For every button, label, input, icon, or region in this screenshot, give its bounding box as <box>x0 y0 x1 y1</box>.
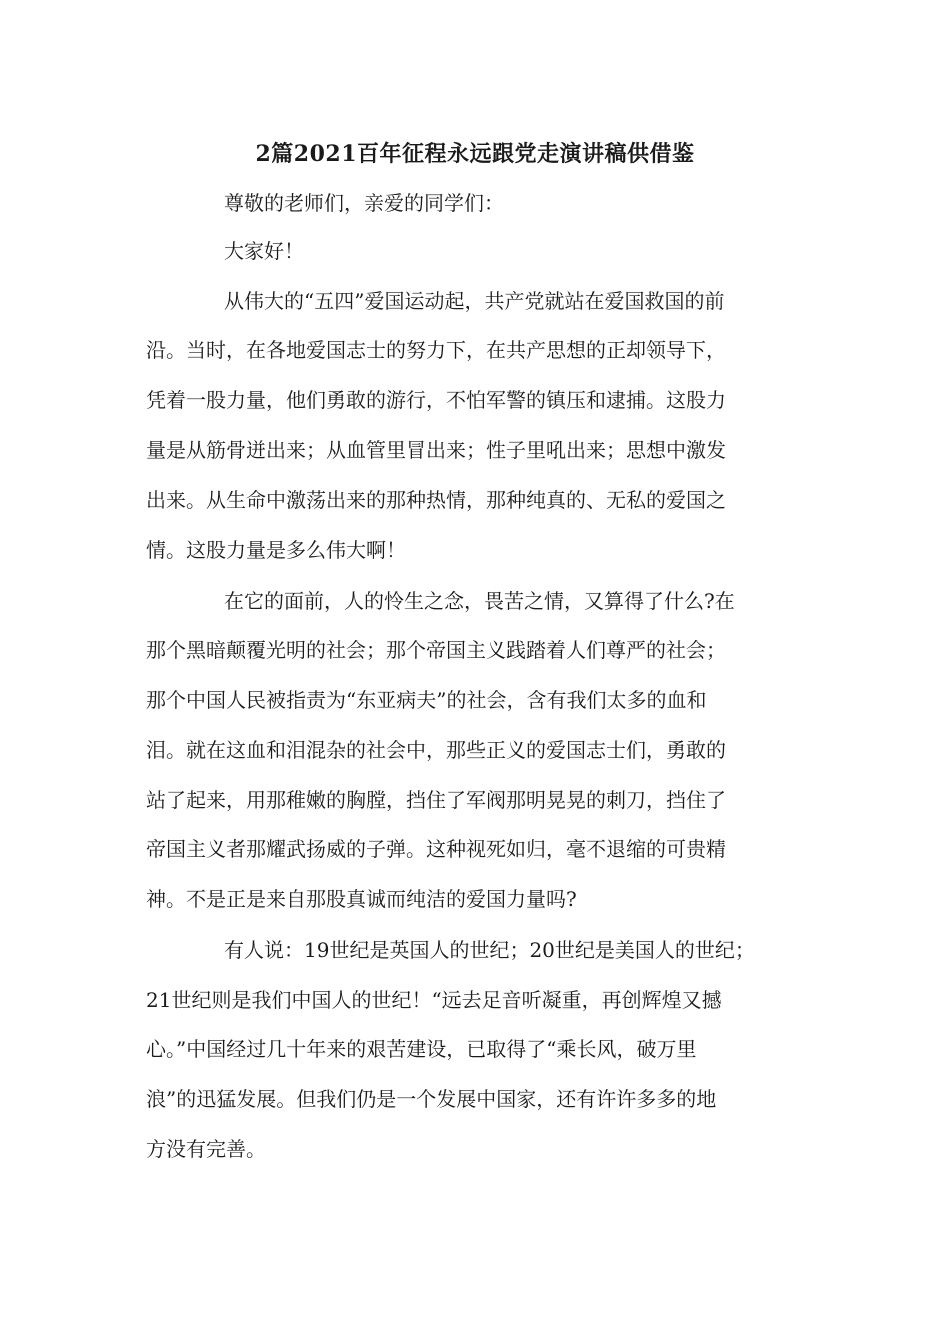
paragraph-3-line-4: 浪”的迅猛发展。但我们仍是一个发展中国家，还有许许多多的地 <box>146 1087 717 1111</box>
paragraph-1-line-4: 量是从筋骨迸出来；从血管里冒出来；性子里吼出来；思想中激发 <box>146 438 726 462</box>
paragraph-1-line-2: 沿。当时，在各地爱国志士的努力下，在共产思想的正却领导下， <box>146 338 726 362</box>
paragraph-3-line-1: 有人说：19世纪是英国人的世纪；20世纪是美国人的世纪； <box>224 938 755 962</box>
paragraph-1-line-5: 出来。从生命中激荡出来的那种热情，那种纯真的、无私的爱国之 <box>146 488 726 512</box>
paragraph-3-line-3: 心。”中国经过几十年来的艰苦建设，已取得了“乘长风，破万里 <box>146 1037 697 1061</box>
paragraph-2-line-5: 站了起来，用那稚嫩的胸膛，挡住了军阀那明晃晃的刺刀，挡住了 <box>146 788 726 812</box>
paragraph-2-line-2: 那个黑暗颠覆光明的社会；那个帝国主义践踏着人们尊严的社会； <box>146 638 726 662</box>
paragraph-3-line-5: 方没有完善。 <box>146 1137 266 1161</box>
paragraph-2-line-6: 帝国主义者那耀武扬威的子弹。这种视死如归，毫不退缩的可贵精 <box>146 837 726 861</box>
paragraph-2-line-3: 那个中国人民被指责为“东亚病夫”的社会，含有我们太多的血和 <box>146 688 707 712</box>
paragraph-2-line-4: 泪。就在这血和泪混杂的社会中，那些正义的爱国志士们，勇敢的 <box>146 738 726 762</box>
paragraph-1-line-3: 凭着一股力量，他们勇敢的游行，不怕军警的镇压和逮捕。这股力 <box>146 388 726 412</box>
salutation-line: 尊敬的老师们，亲爱的同学们： <box>224 191 504 215</box>
greeting-line: 大家好！ <box>224 239 304 263</box>
paragraph-2-line-1: 在它的面前，人的怜生之念，畏苦之情，又算得了什么?在 <box>224 589 735 613</box>
document-title: 2篇2021百年征程永远跟党走演讲稿供借鉴 <box>255 141 695 167</box>
paragraph-1-line-6: 情。这股力量是多么伟大啊！ <box>146 538 406 562</box>
paragraph-1-line-1: 从伟大的“五四”爱国运动起，共产党就站在爱国救国的前 <box>224 289 725 313</box>
paragraph-2-line-7: 神。不是正是来自那股真诚而纯洁的爱国力量吗? <box>146 887 577 911</box>
paragraph-3-line-2: 21世纪则是我们中国人的世纪！“远去足音听凝重，再创辉煌又撼 <box>146 988 722 1012</box>
